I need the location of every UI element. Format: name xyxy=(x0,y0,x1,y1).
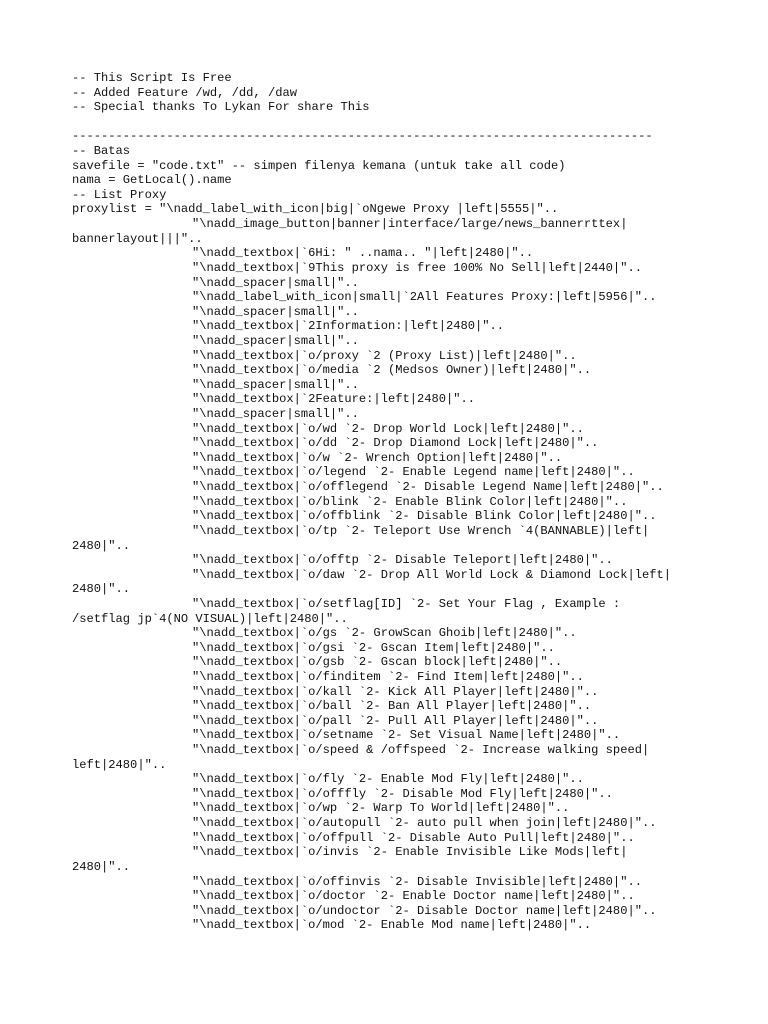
code-line: "\nadd_textbox|`o/undoctor `2- Disable Doctor name|left|2480|".. xyxy=(192,903,657,918)
code-line: "\nadd_spacer|small|".. xyxy=(192,275,359,290)
code-line: "\nadd_spacer|small|".. xyxy=(192,333,359,348)
code-lines xyxy=(72,144,712,933)
code-line: "\nadd_textbox|`o/daw `2- Drop All World Lock & Diamond Lock|left| xyxy=(192,567,671,582)
separator-line: -------------------------------------------------------------------------------- xyxy=(72,129,653,144)
code-line: "\nadd_textbox|`2Information:|left|2480|".. xyxy=(192,319,505,334)
header-comment: -- Added Feature /wd, /dd, /daw xyxy=(72,85,297,100)
code-line: nama = GetLocal().name xyxy=(72,173,232,188)
code-line: "\nadd_textbox|`o/offpull `2- Disable Auto Pull|left|2480|".. xyxy=(192,830,635,845)
code-line: bannerlayout|||".. xyxy=(72,231,203,246)
code-line: 2480|".. xyxy=(72,859,131,874)
code-line: "\nadd_textbox|`o/doctor `2- Enable Doctor name|left|2480|".. xyxy=(192,889,635,904)
code-line: "\nadd_textbox|`o/w `2- Wrench Option|left|2480|".. xyxy=(192,450,563,465)
code-line: 2480|".. xyxy=(72,582,131,597)
code-listing xyxy=(72,71,712,933)
code-line: /setflag jp`4(NO VISUAL)|left|2480|".. xyxy=(72,611,348,626)
code-line: "\nadd_spacer|small|".. xyxy=(192,377,359,392)
code-line: "\nadd_textbox|`o/dd `2- Drop Diamond Lock|left|2480|".. xyxy=(192,436,599,451)
code-line: -- List Proxy xyxy=(72,187,167,202)
code-line: "\nadd_textbox|`o/media `2 (Medsos Owner)|left|2480|".. xyxy=(192,363,592,378)
code-line: "\nadd_textbox|`o/gsb `2- Gscan block|left|2480|".. xyxy=(192,655,563,670)
code-line: "\nadd_textbox|`o/blink `2- Enable Blink Color|left|2480|".. xyxy=(192,494,628,509)
code-line: "\nadd_spacer|small|".. xyxy=(192,304,359,319)
blank-line xyxy=(72,115,712,130)
code-line: "\nadd_textbox|`o/offinvis `2- Disable Invisible|left|2480|".. xyxy=(192,874,642,889)
code-line: "\nadd_textbox|`o/autopull `2- auto pull when join|left|2480|".. xyxy=(192,816,657,831)
code-line: "\nadd_spacer|small|".. xyxy=(192,407,359,422)
code-line: proxylist = "\nadd_label_with_icon|big|`oNgewe Proxy |left|5555|".. xyxy=(72,202,559,217)
code-line: "\nadd_image_button|banner|interface/large/news_bannerrttex| xyxy=(192,217,628,232)
code-line: "\nadd_textbox|`2Feature:|left|2480|".. xyxy=(192,392,476,407)
code-line: "\nadd_textbox|`o/offfly `2- Disable Mod Fly|left|2480|".. xyxy=(192,786,613,801)
header-comment: -- Special thanks To Lykan For share This xyxy=(72,100,370,115)
code-line: 2480|".. xyxy=(72,538,131,553)
code-line: "\nadd_textbox|`o/tp `2- Teleport Use Wrench `4(BANNABLE)|left| xyxy=(192,523,650,538)
code-line: "\nadd_textbox|`o/offlegend `2- Disable Legend Name|left|2480|".. xyxy=(192,480,664,495)
code-line: "\nadd_textbox|`o/fly `2- Enable Mod Fly|left|2480|".. xyxy=(192,772,584,787)
code-line: "\nadd_textbox|`o/proxy `2 (Proxy List)|left|2480|".. xyxy=(192,348,577,363)
code-line: "\nadd_textbox|`o/setflag[ID] `2- Set Your Flag , Example : xyxy=(192,596,621,611)
code-line: "\nadd_textbox|`6Hi: " ..nama.. "|left|2480|".. xyxy=(192,246,534,261)
code-line: "\nadd_textbox|`o/legend `2- Enable Legend name|left|2480|".. xyxy=(192,465,635,480)
header-comment: -- This Script Is Free xyxy=(72,71,232,85)
code-line: "\nadd_label_with_icon|small|`2All Features Proxy:|left|5956|".. xyxy=(192,290,657,305)
code-line: "\nadd_textbox|`o/wd `2- Drop World Lock|left|2480|".. xyxy=(192,421,584,436)
code-line: "\nadd_textbox|`o/offblink `2- Disable Blink Color|left|2480|".. xyxy=(192,509,657,524)
code-line: -- Batas xyxy=(72,144,131,159)
code-line: "\nadd_textbox|`o/gsi `2- Gscan Item|left|2480|".. xyxy=(192,640,555,655)
code-line: left|2480|".. xyxy=(72,757,167,772)
code-line: "\nadd_textbox|`o/speed & /offspeed `2- Increase walking speed| xyxy=(192,743,650,758)
code-line: "\nadd_textbox|`o/invis `2- Enable Invisible Like Mods|left| xyxy=(192,845,628,860)
code-line: "\nadd_textbox|`9This proxy is free 100% No Sell|left|2440|".. xyxy=(192,260,642,275)
code-line: "\nadd_textbox|`o/gs `2- GrowScan Ghoib|left|2480|".. xyxy=(192,626,577,641)
code-line: savefile = "code.txt" -- simpen filenya kemana (untuk take all code) xyxy=(72,158,566,173)
code-line: "\nadd_textbox|`o/pall `2- Pull All Player|left|2480|".. xyxy=(192,713,599,728)
code-line: "\nadd_textbox|`o/finditem `2- Find Item|left|2480|".. xyxy=(192,669,584,684)
code-line: "\nadd_textbox|`o/setname `2- Set Visual Name|left|2480|".. xyxy=(192,728,621,743)
code-line: "\nadd_textbox|`o/mod `2- Enable Mod name|left|2480|".. xyxy=(192,918,592,933)
code-line: "\nadd_textbox|`o/kall `2- Kick All Player|left|2480|".. xyxy=(192,684,599,699)
code-line: "\nadd_textbox|`o/offtp `2- Disable Teleport|left|2480|".. xyxy=(192,553,613,568)
code-line: "\nadd_textbox|`o/wp `2- Warp To World|left|2480|".. xyxy=(192,801,570,816)
code-line: "\nadd_textbox|`o/ball `2- Ban All Player|left|2480|".. xyxy=(192,699,592,714)
